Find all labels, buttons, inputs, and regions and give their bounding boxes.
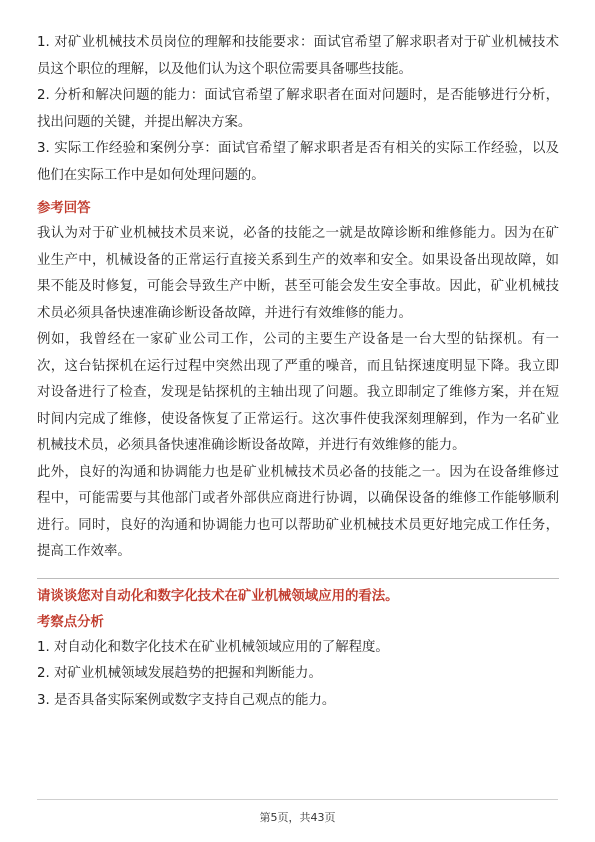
page-content <box>37 30 559 714</box>
intro-point-2: 2. 分析和解决问题的能力：面试官希望了解求职者在面对问题时，是否能够进行分析，找出问题的关键，并提出解决方案。 <box>37 88 559 130</box>
analysis-point-1: 1. 对自动化和数字化技术在矿业机械领域应用的了解程度。 <box>37 639 389 655</box>
answer-paragraph-3: 此外，良好的沟通和协调能力也是矿业机械技术员必备的技能之一。因为在设备维修过程中，可能需要与其他部门或者外部供应商进行协调，以确保设备的维修工作能够顺利进行。同时，良好的沟通和协调能力也可以帮助矿业机械技术员更好地完成工作任务，提高工作效率。 <box>37 464 559 559</box>
intro-point-3: 3. 实际工作经验和案例分享：面试官希望了解求职者是否有相关的实际工作经验，以及他们在实际工作中是如何处理问题的。 <box>37 141 559 183</box>
answer-paragraph-2: 例如，我曾经在一家矿业公司工作，公司的主要生产设备是一台大型的钻探机。有一次，这台钻探机在运行过程中突然出现了严重的噪音，而且钻探速度明显下降。我立即对设备进行了检查，发现是钻探机的主轴出现了问题。我立即制定了维修方案，并在短时间内完成了维修，使设备恢复了正常运行。这次事件使我深刻理解到，作为一名矿业机械技术员，必须具备快速准确诊断设备故障，并进行有效维修的能力。 <box>37 332 559 453</box>
answer-paragraph-1: 我认为对于矿业机械技术员来说，必备的技能之一就是故障诊断和维修能力。因为在矿业生产中，机械设备的正常运行直接关系到生产的效率和安全。如果设备出现故障，如果不能及时修复，可能会导致生产中断，甚至可能会发生安全事故。因此，矿业机械技术员必须具备快速准确诊断设备故障，并进行有效维修的能力。 <box>37 226 559 321</box>
intro-point-1: 1. 对矿业机械技术员岗位的理解和技能要求：面试官希望了解求职者对于矿业机械技术员这个职位的理解，以及他们认为这个职位需要具备哪些技能。 <box>37 35 559 77</box>
analysis-title: 考察点分析 <box>37 614 104 630</box>
question-block <box>37 578 559 609</box>
answer-title: 参考回答 <box>37 201 91 216</box>
analysis-point-3: 3. 是否具备实际案例或数字支持自己观点的能力。 <box>37 692 336 708</box>
analysis-point-2: 2. 对矿业机械领域发展趋势的把握和判断能力。 <box>37 666 322 681</box>
page-footer: 第5页，共43页 <box>37 799 558 825</box>
question-text: 请谈谈您对自动化和数字化技术在矿业机械领域应用的看法。 <box>37 588 399 604</box>
